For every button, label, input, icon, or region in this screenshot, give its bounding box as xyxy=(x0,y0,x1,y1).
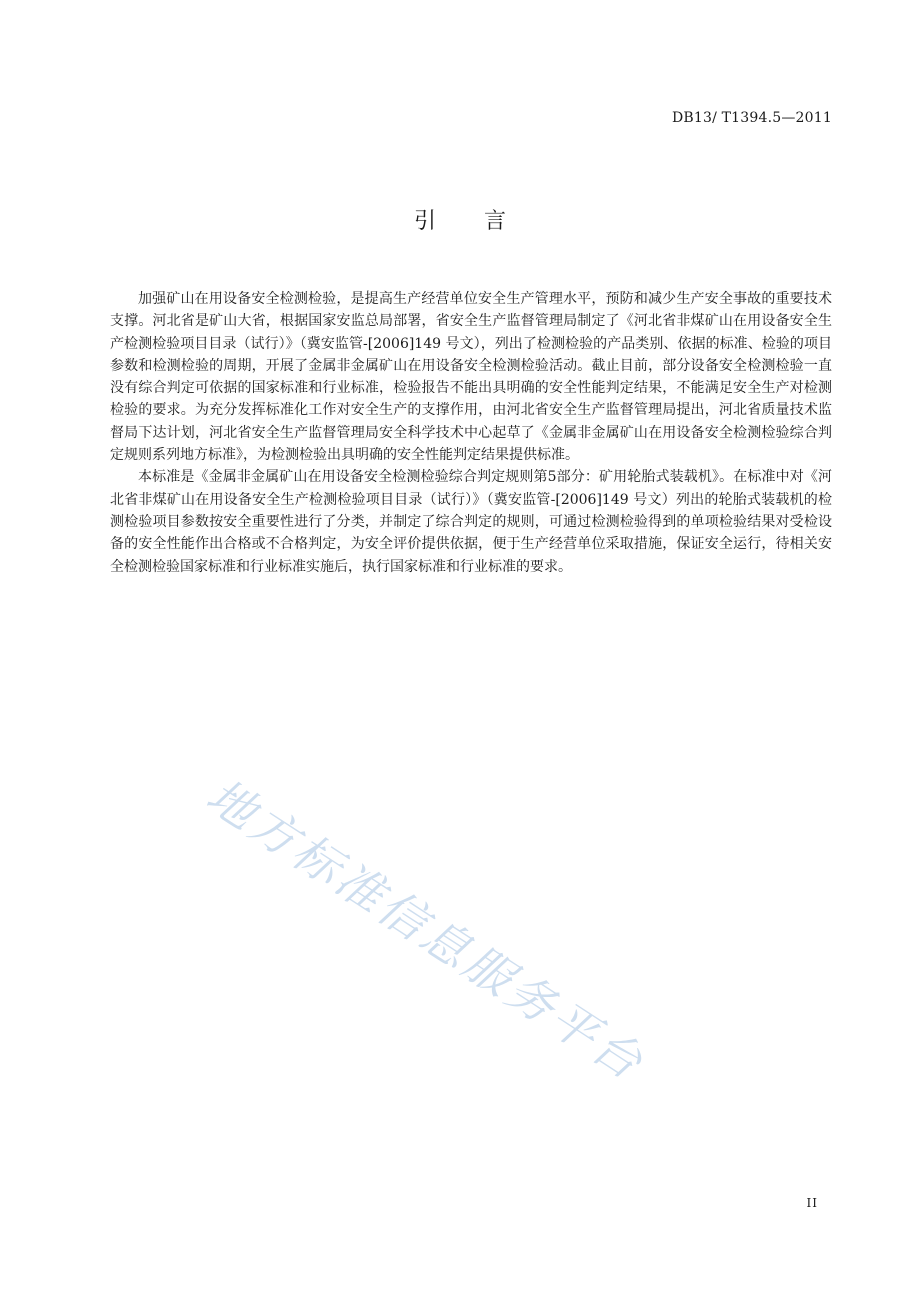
body-text xyxy=(110,288,832,578)
document-code: DB13/ T1394.5—2011 xyxy=(671,110,832,126)
watermark: 地方标准信息服务平台 xyxy=(196,768,655,1093)
paragraph-1: 加强矿山在用设备安全检测检验，是提高生产经营单位安全生产管理水平，预防和减少生产安全事故的重要技术支撑。河北省是矿山大省，根据国家安监总局部署，省安全生产监督管理局制定了《河北省非煤矿山在用设备安全生产检测检验项目目录（试行）》（冀安监管-[2006]149 号文），列出了检测检验的产品类别、依据的标准、检验的项目参数和检测检验的周期，开展了金属非金属矿山在用设备安全检测检验活动。截止目前，部分设备安全检测检验一直没有综合判定可依据的国家标准和行业标准，检验报告不能出具明确的安全性能判定结果，不能满足安全生产对检测检验的要求。为充分发挥标准化工作对安全生产的支撑作用，由河北省安全生产监督管理局提出，河北省质量技术监督局下达计划，河北省安全生产监督管理局安全科学技术中心起草了《金属非金属矿山在用设备安全检测检验综合判定规则系列地方标准》，为检测检验出具明确的安全性能判定结果提供标准。 xyxy=(110,291,832,464)
page-title: 引言 xyxy=(413,209,554,234)
page-number: II xyxy=(806,1196,818,1210)
paragraph-2: 本标准是《金属非金属矿山在用设备安全检测检验综合判定规则第5部分：矿用轮胎式装载机》。在标准中对《河北省非煤矿山在用设备安全生产检测检验项目目录（试行）》（冀安监管-[2006]149 号文）列出的轮胎式装载机的检测检验项目参数按安全重要性进行了分类，并制定了综合判定的规则，可通过检测检验得到的单项检验结果对受检设备的安全性能作出合格或不合格判定，为安全评价提供依据，便于生产经营单位采取措施，保证安全运行，待相关安全检测检验国家标准和行业标准实施后，执行国家标准和行业标准的要求。 xyxy=(110,469,832,575)
